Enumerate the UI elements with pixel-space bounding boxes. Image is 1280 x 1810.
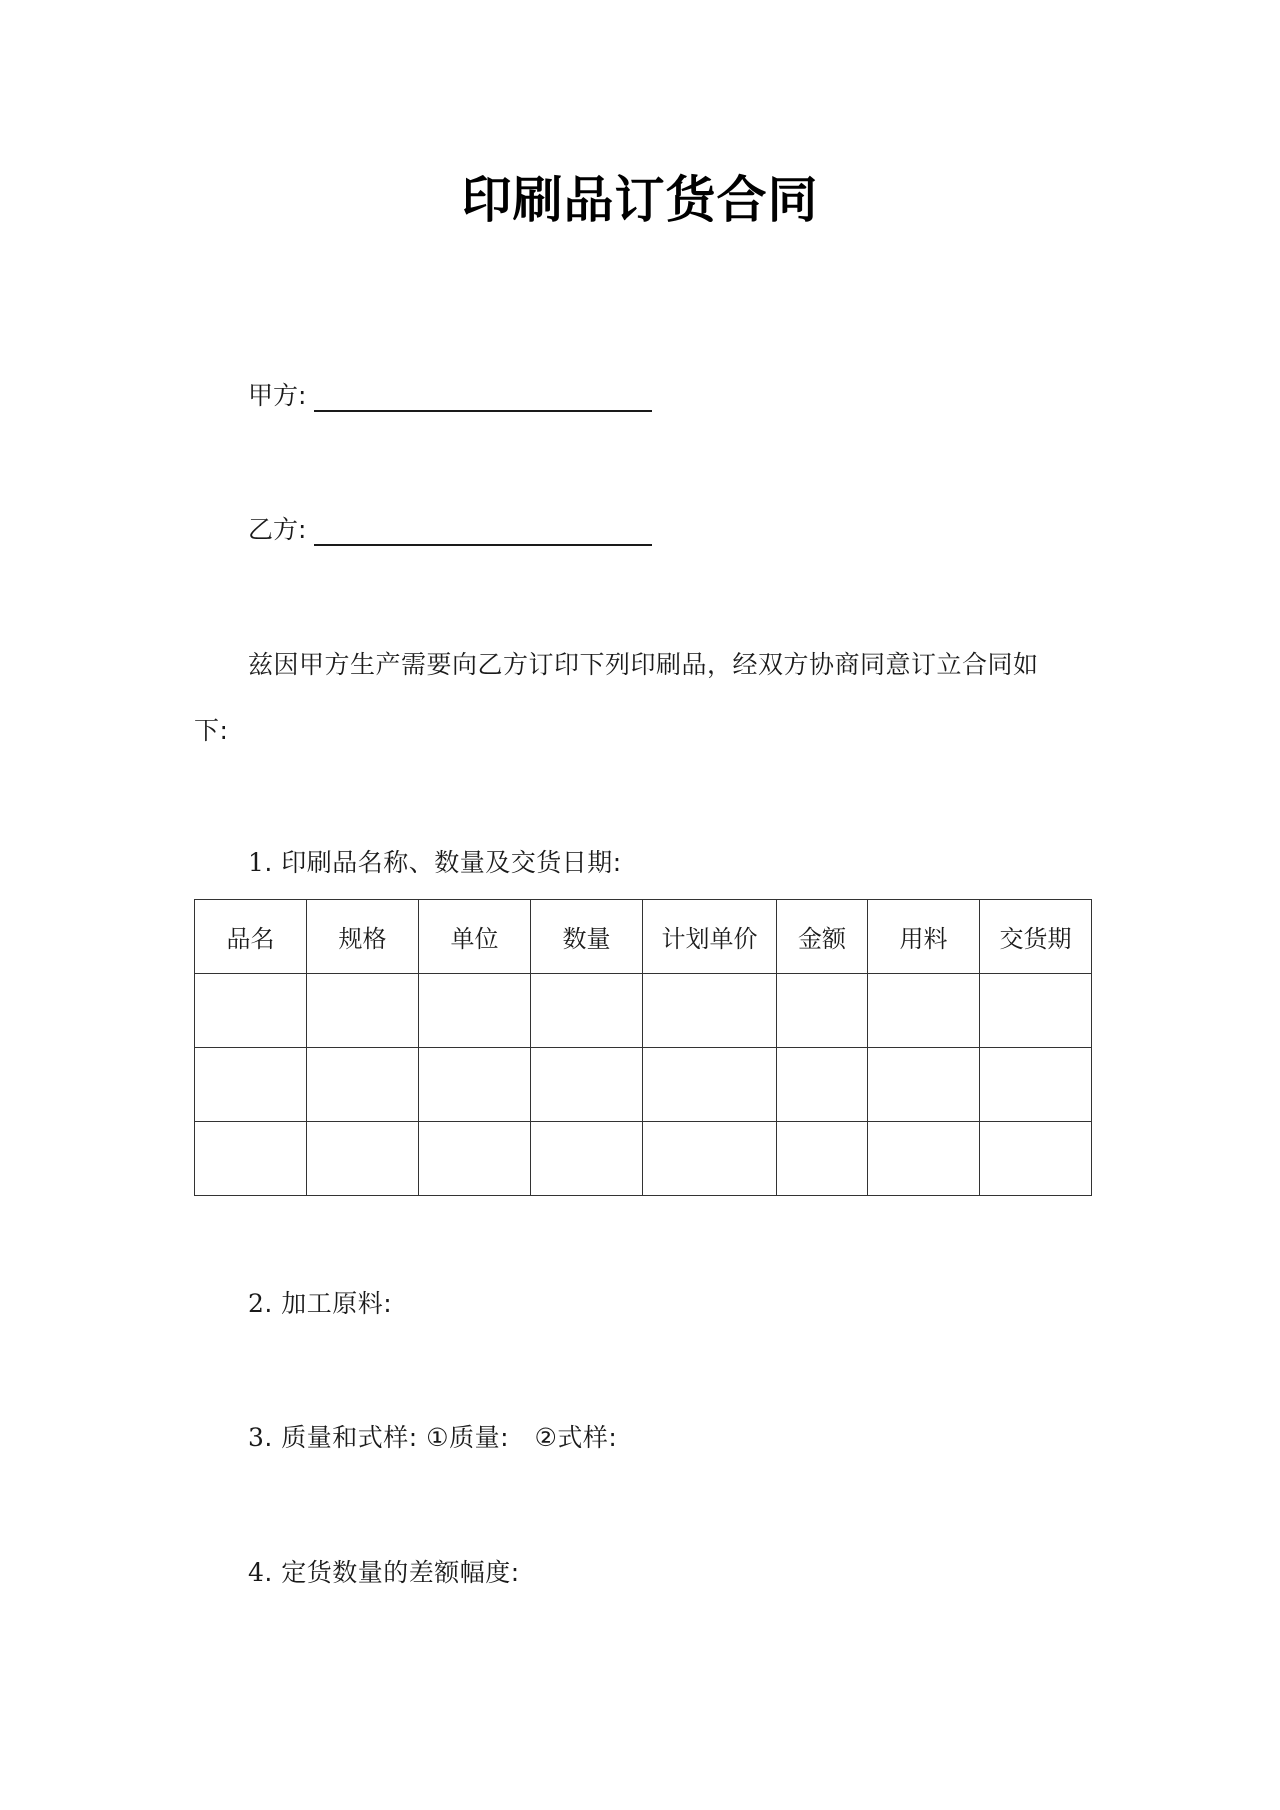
table-cell[interactable] [868, 974, 980, 1048]
order-table [194, 899, 1092, 1196]
table-header-row [195, 900, 1092, 974]
clause-3-text: . 质量和式样: ①质量: ②式样: [264, 1423, 618, 1452]
table-cell[interactable] [777, 974, 868, 1048]
clause-3-number: 3 [248, 1423, 265, 1452]
table-cell[interactable] [643, 974, 777, 1048]
party-a-blank[interactable] [314, 380, 652, 412]
clause-4-number: 4 [248, 1558, 265, 1587]
table-cell[interactable] [531, 974, 643, 1048]
table-cell[interactable] [307, 1048, 419, 1122]
clause-2-text: . 加工原料: [264, 1289, 393, 1318]
table-cell[interactable] [419, 1048, 531, 1122]
table-cell[interactable] [195, 1048, 307, 1122]
table-row [195, 1048, 1092, 1122]
document-title: 印刷品订货合同 [461, 171, 819, 229]
table-cell[interactable] [419, 974, 531, 1048]
table-header-cell: 规格 [307, 900, 419, 974]
table-cell[interactable] [419, 1122, 531, 1196]
intro-paragraph: 兹因甲方生产需要向乙方订印下列印刷品，经双方协商同意订立合同如下: [194, 650, 1039, 745]
clause-2 [248, 1284, 392, 1324]
clause-3 [248, 1418, 617, 1458]
table-cell[interactable] [307, 974, 419, 1048]
table-cell[interactable] [195, 1122, 307, 1196]
table-header-cell: 计划单价 [643, 900, 777, 974]
table-cell[interactable] [777, 1048, 868, 1122]
table-cell[interactable] [777, 1122, 868, 1196]
table-cell[interactable] [307, 1122, 419, 1196]
table-cell[interactable] [195, 974, 307, 1048]
table-cell[interactable] [980, 1122, 1092, 1196]
clause-1-text: . 印刷品名称、数量及交货日期: [264, 848, 622, 877]
table-row [195, 1122, 1092, 1196]
party-a-line [248, 372, 652, 412]
party-b-line [248, 506, 652, 546]
table-cell[interactable] [643, 1122, 777, 1196]
table-cell[interactable] [531, 1048, 643, 1122]
clause-4 [248, 1553, 520, 1593]
table-cell[interactable] [531, 1122, 643, 1196]
table-cell[interactable] [980, 974, 1092, 1048]
party-b-blank[interactable] [314, 514, 652, 546]
clause-4-text: . 定货数量的差额幅度: [264, 1558, 520, 1587]
table-header-cell: 金额 [777, 900, 868, 974]
table-header-cell: 品名 [195, 900, 307, 974]
clause-1 [248, 843, 622, 883]
table-header-cell: 用料 [868, 900, 980, 974]
table-cell[interactable] [980, 1048, 1092, 1122]
table-header-cell: 数量 [531, 900, 643, 974]
table-row [195, 974, 1092, 1048]
table-cell[interactable] [868, 1048, 980, 1122]
table-cell[interactable] [868, 1122, 980, 1196]
party-a-label: 甲方: [248, 381, 307, 410]
clause-1-number: 1 [248, 848, 265, 877]
party-b-label: 乙方: [248, 515, 307, 544]
table-header-cell: 单位 [419, 900, 531, 974]
table-header-cell: 交货期 [980, 900, 1092, 974]
table-cell[interactable] [643, 1048, 777, 1122]
clause-2-number: 2 [248, 1289, 265, 1318]
